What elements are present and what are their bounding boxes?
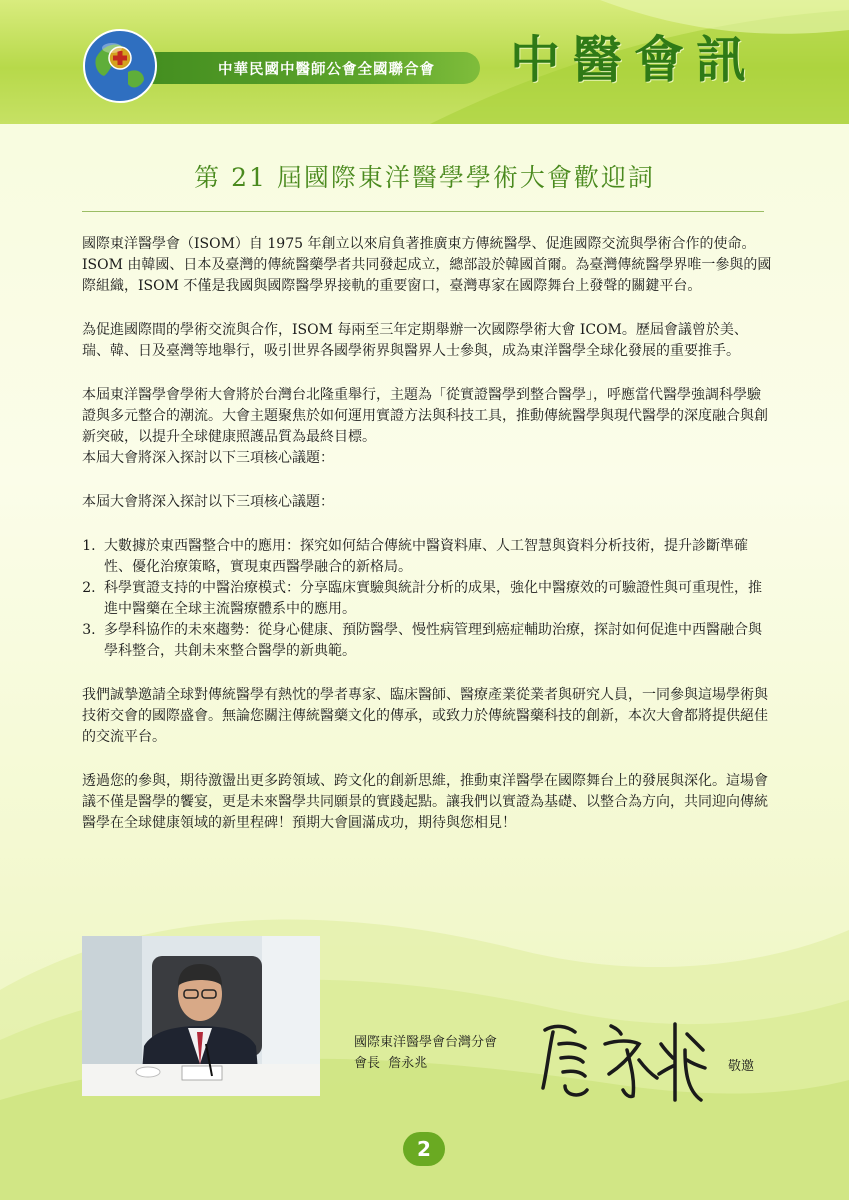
publication-brand: 中醫會訊 xyxy=(510,30,758,89)
paragraph: 我們誠摯邀請全球對傳統醫學有熱忱的學者專家、臨床醫師、醫療產業從業者與研究人員，一同參與這場學術與技術交會的國際盛會。無論您關注傳統醫藥文化的傳承，或致力於傳統醫藥科技的創新，本次大會都將提供絕佳的交流平台。 xyxy=(82,687,768,745)
list-item: 3. 多學科協作的未來趨勢：從身心健康、預防醫學、慢性病管理到癌症輔助治療，探討如何促進中西醫融合與學科整合，共創未來整合醫學的新典範。 xyxy=(100,620,772,662)
paragraph: 為促進國際間的學術交流與合作，ISOM 每兩至三年定期舉辦一次國際學術大會 ICOM。歷屆會議曾於美、瑞、韓、日及臺灣等地舉行，吸引世界各國學術界與醫界人士參與，成為東洋醫學全球化發展的重要推手。 xyxy=(82,322,748,359)
handwritten-signature xyxy=(535,1010,715,1110)
signature-block xyxy=(354,1032,554,1074)
topic-list xyxy=(82,536,772,662)
title-divider xyxy=(82,211,764,212)
article-title: 第 21 屆國際東洋醫學學術大會歡迎詞 xyxy=(194,163,655,192)
paragraph: 本屆大會將深入探討以下三項核心議題： xyxy=(82,494,334,510)
president-photo xyxy=(82,936,320,1096)
paragraph: 透過您的參與，期待激盪出更多跨領域、跨文化的創新思維，推動東洋醫學在國際舞台上的發展與深化。這場會議不僅是醫學的饗宴，更是未來醫學共同願景的實踐起點。讓我們以實證為基礎、以整合為方向，共同迎向傳統醫學在全球健康領域的新里程碑！預期大會圓滿成功，期待與您相見！ xyxy=(82,773,768,831)
article-body xyxy=(82,234,772,857)
portrait-image xyxy=(82,936,320,1096)
list-item: 1. 大數據於東西醫整合中的應用：探究如何結合傳統中醫資料庫、人工智慧與資料分析技術，提升診斷準確性、優化治療策略，實現東西醫學融合的新格局。 xyxy=(100,536,772,578)
paragraph: 國際東洋醫學會（ISOM）自 1975 年創立以來肩負著推廣東方傳統醫學、促進國際交流與學術合作的使命。ISOM 由韓國、日本及臺灣的傳統醫藥學者共同發起成立，總部設於韓國首爾。為臺灣傳統醫學界唯一參與的國際組織，ISOM 不僅是我國與國際醫學界接軌的重要窗口，臺灣專家在國際舞台上發聲的關鍵平台。 xyxy=(82,236,772,294)
page-number-badge: 2 xyxy=(403,1132,445,1166)
paragraph: 本屆東洋醫學會學術大會將於台灣台北隆重舉行，主題為「從實證醫學到整合醫學」，呼應當代醫學強調科學驗證與多元整合的潮流。大會主題聚焦於如何運用實證方法與科技工具，推動傳統醫學與現代醫學的深度融合與創新突破，以提升全球健康照護品質為最終目標。 xyxy=(82,387,768,445)
org-name: 中華民國中醫師公會全國聯合會 xyxy=(218,62,435,78)
signer-title-name: 會長 詹永兆 xyxy=(354,1056,428,1071)
globe-logo-icon xyxy=(82,28,158,104)
signer-organization: 國際東洋醫學會台灣分會 xyxy=(354,1035,498,1050)
paragraph: 本屆大會將深入探討以下三項核心議題： xyxy=(82,450,334,466)
list-item: 2. 科學實證支持的中醫治療模式：分享臨床實驗與統計分析的成果，強化中醫療效的可驗證性與可重現性，推進中醫藥在全球主流醫療體系中的應用。 xyxy=(100,578,772,620)
masthead xyxy=(0,0,849,124)
respect-closing: 敬邀 xyxy=(728,1059,755,1074)
